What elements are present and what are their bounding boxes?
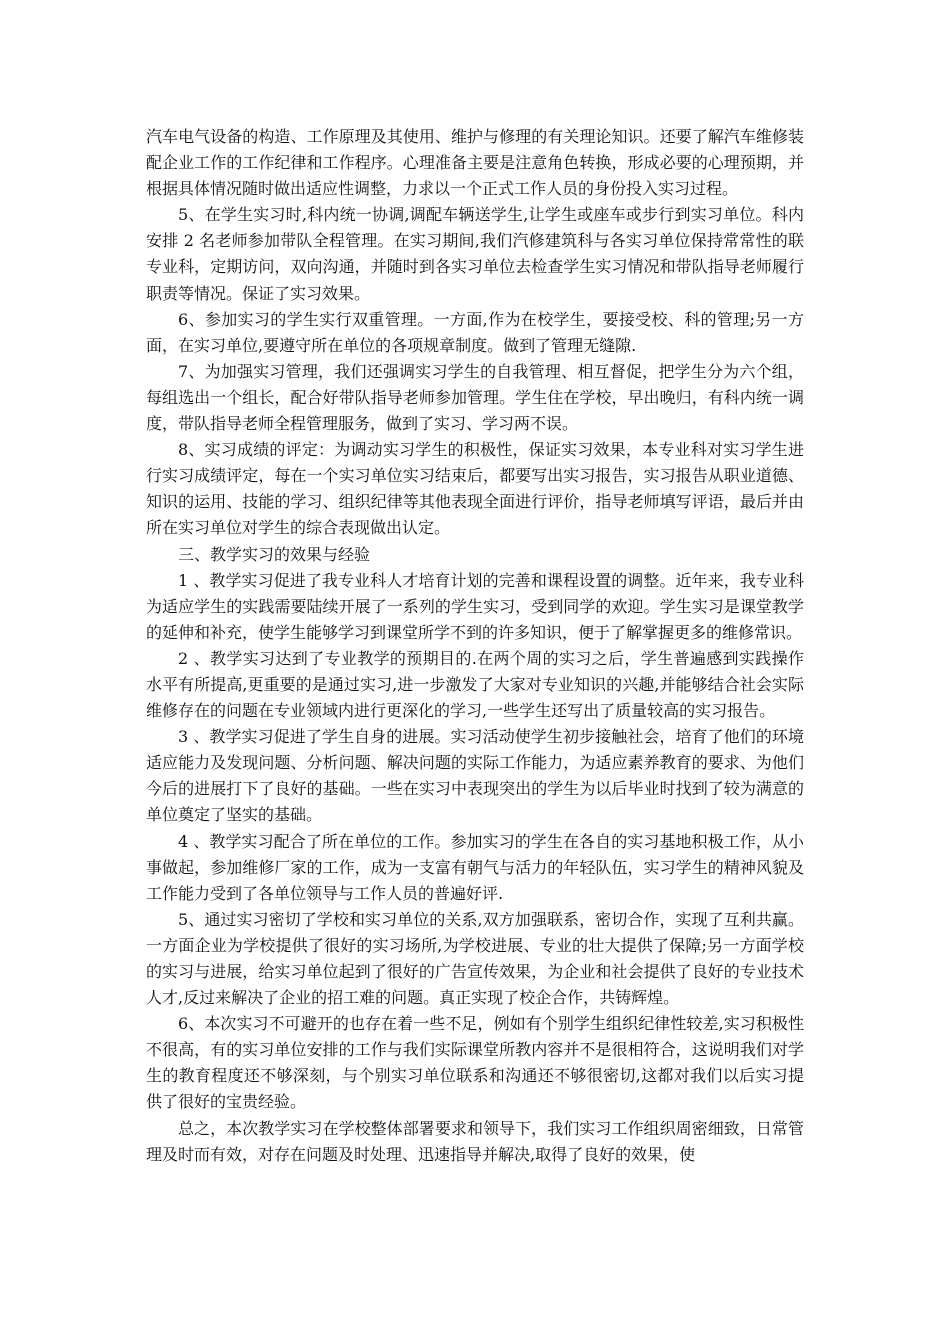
paragraph-effect-1: 1 、教学实习促进了我专业科人才培育计划的完善和课程设置的调整。近年来，我专业科为适应学生的实践需要陆续开展了一系列的学生实习，受到同学的欢迎。学生实习是课堂教学的延伸和补充，使学生能够学习到课堂所学不到的许多知识，便于了解掌握更多的维修常识。	[146, 570, 804, 642]
paragraph-effect-4: 4 、教学实习配合了所在单位的工作。参加实习的学生在各自的实习基地积极工作，从小事做起，参加维修厂家的工作，成为一支富有朝气与活力的年轻队伍，实习学生的精神风貌及工作能力受到了各单位领导与工作人员的普遍好评.	[146, 831, 804, 903]
document-body	[146, 124, 804, 1168]
paragraph-effect-6: 6、本次实习不可避开的也存在着一些不足，例如有个别学生组织纪律性较差,实习积极性不很高，有的实习单位安排的工作与我们实际课堂所教内容并不是很相符合，这说明我们对学生的教育程度还不够深刻，与个别实习单位联系和沟通还不够很密切,这都对我们以后实习提供了很好的宝贵经验。	[146, 1014, 804, 1112]
section-heading-3: 三、教学实习的效果与经验	[178, 544, 371, 564]
paragraph-effect-5: 5、通过实习密切了学校和实习单位的关系,双方加强联系，密切合作，实现了互利共赢。一方面企业为学校提供了很好的实习场所,为学校进展、专业的壮大提供了保障;另一方面学校的实习与进展，给实习单位起到了很好的广告宣传效果，为企业和社会提供了良好的专业技术人才,反过来解决了企业的招工难的问题。真正实现了校企合作，共铸辉煌。	[146, 909, 804, 1008]
paragraph-item-8: 8、实习成绩的评定：为调动实习学生的积极性，保证实习效果，本专业科对实习学生进行实习成绩评定，每在一个实习单位实习结束后，都要写出实习报告，实习报告从职业道德、知识的运用、技能的学习、组织纪律等其他表现全面进行评价，指导老师填写评语，最后并由所在实习单位对学生的综合表现做出认定。	[146, 440, 804, 538]
paragraph-item-6: 6、参加实习的学生实行双重管理。一方面,作为在校学生，要接受校、科的管理;另一方面，在实习单位,要遵守所在单位的各项规章制度。做到了管理无缝隙.	[146, 309, 804, 355]
paragraph-effect-2: 2 、教学实习达到了专业教学的预期目的.在两个周的实习之后，学生普遍感到实践操作水平有所提高,更重要的是通过实习,进一步激发了大家对专业知识的兴趣,并能够结合社会实际维修存在的问题在专业领域内进行更深化的学习,一些学生还写出了质量较高的实习报告。	[146, 648, 804, 721]
paragraph-effect-3: 3 、教学实习促进了学生自身的进展。实习活动使学生初步接触社会，培育了他们的环境适应能力及发现问题、分析问题、解决问题的实际工作能力，为适应素养教育的要求、为他们今后的进展打下了良好的基础。一些在实习中表现突出的学生为以后毕业时找到了较为满意的单位奠定了坚实的基础。	[146, 727, 804, 825]
paragraph-item-5: 5、在学生实习时,科内统一协调,调配车辆送学生,让学生或座车或步行到实习单位。科内安排 2 名老师参加带队全程管理。在实习期间,我们汽修建筑科与各实习单位保持常常性的联专业科，定期访问，双向沟通，并随时到各实习单位去检查学生实习情况和带队指导老师履行职责等情况。保证了实习效果。	[146, 205, 804, 303]
paragraph-item-7: 7、为加强实习管理，我们还强调实习学生的自我管理、相互督促，把学生分为六个组，每组选出一个组长，配合好带队指导老师参加管理。学生住在学校，早出晚归，有科内统一调度，带队指导老师全程管理服务，做到了实习、学习两不误。	[146, 361, 804, 434]
paragraph-summary: 总之，本次教学实习在学校整体部署要求和领导下，我们实习工作组织周密细致，日常管理及时而有效，对存在问题及时处理、迅速指导并解决,取得了良好的效果，使	[146, 1118, 804, 1164]
paragraph-continued: 汽车电气设备的构造、工作原理及其使用、维护与修理的有关理论知识。还要了解汽车维修装配企业工作的工作纪律和工作程序。心理准备主要是注意角色转换，形成必要的心理预期，并根据具体情况随时做出适应性调整，力求以一个正式工作人员的身份投入实习过程。	[146, 127, 804, 199]
